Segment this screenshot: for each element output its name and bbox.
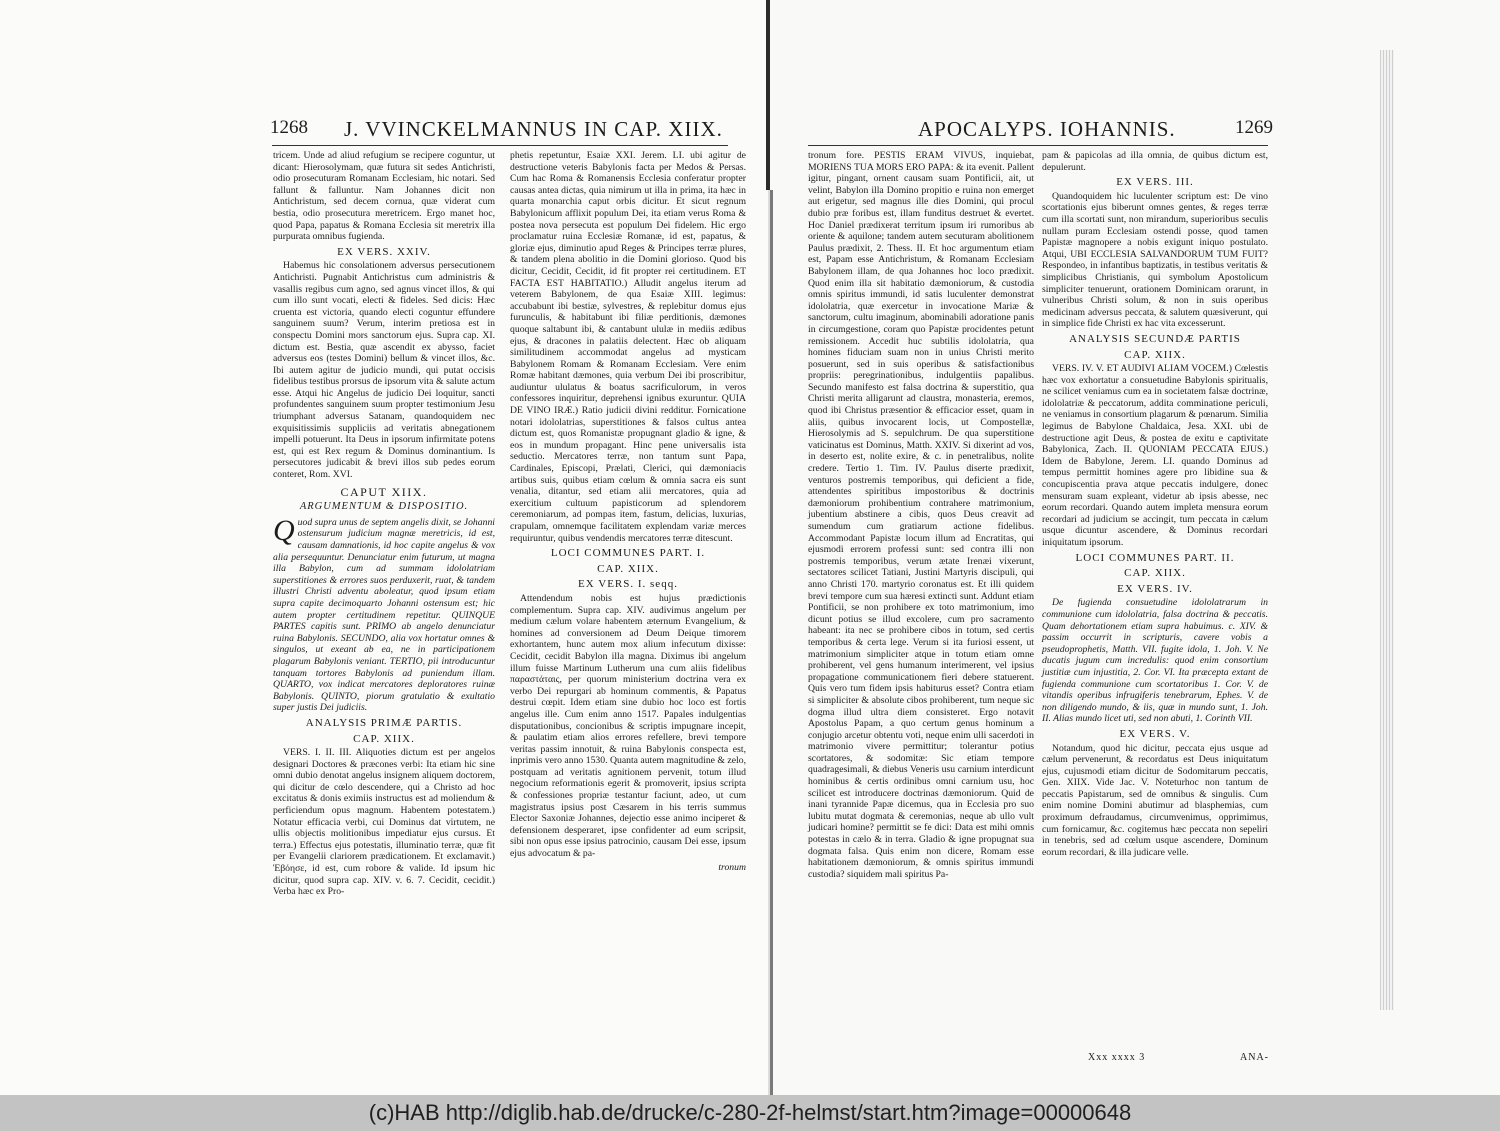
section-heading: CAP. XIIX.	[1124, 567, 1186, 580]
page-edge-texture	[1380, 50, 1394, 1010]
paragraph: Quandoquidem hic luculenter scriptum est: De vino scortationis ejus biberunt omnes gentes, & reges terræ cum illa scortati sunt, non mirandum, superioribus seculis nullam puram Ecclesiam ostendi posse, quod tamen Papistæ magnopere a nobis exigunt iniquo postulato. Atqui, UBI ECCLESIA SALVANDORUM TUM FUIT? Respondeo, in infantibus baptizatis, in testibus veritatis & simplicibus Christianis, qui symbolum Apostolicum simpliciter tenuerunt, orationem Dominicam orarunt, in vulneribus Christi solum, & non in suis operibus medicinam adversus peccata, & salutem quæsiverunt, qui in simplice fide Christi ex hac vita excesserunt.	[1042, 190, 1268, 330]
page-number-right: 1269	[1235, 117, 1273, 138]
section-heading: CAP. XIIX.	[353, 732, 415, 745]
left-page	[0, 0, 768, 1095]
paragraph: VERS. I. II. III. Aliquoties dictum est per angelos designari Doctores & præcones verbi: Ita etiam hic sine omni dubio denotat angelus insignem aliquem doctorem, qui dicitur de cœlo descendere, qui a Christo ad hoc excitatus & donis eximiis instructus est ad moliendum & perficiendum opus magnum. Habentem potestatem.) Notatur efficacia verbi, cui Dominus dat virtutem, ne ullis objectis molitionibus impediatur ejus cursus. Et terra.) Effectus ejus potestatis, illuminatio terræ, quæ fit per Evangelii clariorem prædicationem. Et exclamavit.) Ἐβόησε, id est, cum robore & valide. Id ipsum hic dicitur, quod supra cap. XIV. v. 6. 7. Cecidit, cecidit.) Verba hæc ex Pro-	[273, 747, 495, 898]
paragraph: Notandum, quod hic dicitur, peccata ejus usque ad cælum pervenerunt, & recordatus est Deus iniquitatum ejus, cujusmodi etiam dicitur de Sodomitarum peccatis, Gen. XIIX. Vide Jac. V. Noteturhoc non tantum de peccatis Papistarum, sed de omnibus & singulis. Cum enim nomine Domini abutimur ad blasphemias, cum proximum defraudamus, circumvenimus, opprimimus, cum fornicamur, &c. cogitemus hæc peccata non sepeliri in tenebris, sed ad cœlum usque ascendere, Dominum eorum recordari, & illa judicare velle.	[1042, 742, 1268, 858]
left-column-1	[273, 150, 495, 900]
copyright-footer	[0, 1095, 1500, 1131]
paragraph: Attendendum nobis est hujus prædictionis complementum. Supra cap. XIV. audivimus angelum per medium cælum volare habentem æternum Evangelium, & homines ad conversionem ad Deum Deique timorem exhortantem, hunc autem mox alium infecutum dixisse: Cecidit, cecidit Babylon illa magna. Diximus ibi angelum illum fuisse Martinum Lutherum una cum aliis fidelibus παραστάταις, per quorum ministerium doctrina vera ex verbo Dei repurgari ab hominum commentis, & Papatus destrui cœpit. Idem etiam sine dubio hoc loco est fortis angelus ille. Cum enim anno 1517. Papales indulgentias disputationibus, concionibus & scriptis impugnare incepit, & paulatim etiam alios errores refellere, brevi tempore veritas passim innotuit, & ruina Babylonis conspecta est, inprimis vero anno 1530. Quanta autem magnitudine & zelo, postquam ad veritatis agnitionem pervenit, totum illud negocium reformationis egerit & promoverit, ipsius scripta & confessiones propriæ testantur faciunt, adeo, ut cum magistratus ipsius post Cæsarem in his terris summus Elector Saxoniæ Johannes, dejectio esse animo inciperet & defensionem desperaret, ipse confidenter ad eum scripsit, sibi non opus esse ipsius patrocinio, causam Dei esse, ipsum ejus advocatum & pa-	[510, 592, 746, 860]
running-head-left: J. VVINCKELMANNUS IN CAP. XIIX.	[344, 117, 723, 141]
paragraph: VERS. IV. V. ET AUDIVI ALIAM VOCEM.) Cœlestis hæc vox exhortatur a consuetudine Babylonis spiritualis, ne scilicet veniamus cum ea in societatem falsæ doctrinæ, idololatriæ & peccatorum, addita comminatione periculi, ne veniamus in consortium plagarum & pœnarum. Similia legimus de Babylone Chaldaica, Jesa. XXI. ubi de destructione agit Deus, & postea de exitu e captivitate Babylonica, Zach. II. QUONIAM PECCATA EJUS.) Idem de Babylone, Jerem. LI. quando Dominus ad tempus permittit homines agere pro libidine sua & concupiscentia prava atque peccatis indulgere, donec mensuram suam expleant, videtur ab ipsis abesse, nec eorum recordari. Quando autem impleta mensura eorum recordari ad judicium se accingit, tum peccata in cælum usque dicuntur ascendere, & Dominus recordari iniquitatum ipsorum.	[1042, 363, 1268, 548]
left-column-2	[510, 150, 746, 873]
section-heading: CAP. XIIX.	[597, 562, 659, 575]
paragraph: phetis repetuntur, Esaiæ XXI. Jerem. LI. ubi agitur de destructione veteris Babylonis facta per Medos & Persas. Cum hac Roma & Romanensis Ecclesia conferatur propter causas antea dictas, quia nimirum ut illa in prima, ita hæc in quarta monarchia caput orbis dicitur. Et sicut regnum Babylonicum afflixit populum Dei, ita etiam verus Roma & postea nova persecuta est populum Dei fidelem. Hic ergo proclamatur ruina Ecclesiæ Romanæ, id est, papatus, & gloriæ ejus, diminutio apud Reges & Principes terræ plures, & tandem plena abolitio in die Domini glorioso. Quod bis dicitur, Cecidit, Cecidit, id fit propter rei certitudinem. ET FACTA EST HABITATIO.) Alludit angelus iterum ad veterem Babylonem, de qua Esaiæ XIII. legimus: accubabunt ibi bestiæ, sylvestres, & replebitur domus ejus furunculis, & habitabunt ibi filiæ perditionis, dæmones quoque saltabunt ibi, & cantabunt ululæ in mediis ædibus ejus, & dracones in palatiis delectent. Hæc ob aliquam similitudinem accommodat angelus ad mysticam Babylonem Romam & Romanam Ecclesiam. Vere enim Romæ habitant dæmones, quia verbum Dei ibi proscribitur, audiuntur ululatus & boatus sacrificulorum, in veros confessores inquiritur, deprehensi ignibus exuruntur. QUIA DE VINO IRÆ.) Ratio judicii divini redditur. Fornicatione notari idololatrias, superstitiones & falsos cultus antea dictum est, quos Romanistæ propugnant gladio & igne, & eos in mundum propagant. Hinc pene universalis ista seductio. Mercatores terræ, non tantum sunt Papa, Cardinales, Episcopi, Prælati, Clerici, qui dæmoniacis artibus suis, quibus etiam cœlum & omnia sacra eis sunt venalia, ditantur, sed etiam alii mercatores, quia ad exercitium cultuum papisticorum ad splendorem ceremoniarum, ad pompas item, fastum, delicias, luxurias, crapulam, omnemque facilitatem explendam variæ merces requiruntur, quibus vendendis mercatores terræ ditescunt.	[510, 150, 746, 544]
chapter-heading: CAPUT XIIX.	[340, 484, 428, 499]
paragraph: tricem. Unde ad aliud refugium se recipere coguntur, ut dicant: Hierosolymam, quæ futura sit sedes Antichristi, odio prosecuturam Romanam Ecclesiam, hic notari. Sed fallunt & falluntur. Nam Johannes dicit non Antichristum, sed decem cornua, quæ viderat cum bestia, odio prosecutura meretricem. Ergo manet hoc, quod Papa, papatus & Romana Ecclesia sit meretrix illa purpurata omnibus fugienda.	[273, 150, 495, 243]
head-rule-right	[808, 145, 1268, 146]
catchword-right: ANA-	[1240, 1052, 1269, 1063]
section-heading: EX VERS. V.	[1119, 727, 1191, 740]
right-column-2	[1042, 150, 1268, 860]
gutter-line	[770, 190, 773, 1095]
paragraph: Habemus hic consolationem adversus persecutionem Antichristi. Pugnabit Antichristus cum administris & vasallis regibus cum agno, sed agnus vincet illos, & qui cum illo sunt vocati, electi & fideles. Sed dicis: Hæc cruenta est victoria, quando electi coguntur effundere sanguinem suum? Verum, interim pretiosa est in conspectu Domini mors sanctorum ejus. Supra cap. XI. dictum est. Bestia, quæ ascendit ex abysso, faciet adversus eos (testes Domini) bellum & vincet illos, &c. Ibi autem agitur de judicio mundi, qui putat occisis fidelibus testibus prorsus de ipsorum vita & salute actum esse. Atqui hic Angelus de judicio Dei loquitur, sancti profundentes sanguinem suum propter testimonium Jesu triumphant adversus Satanam, quandoquidem nec exquisitissimis suppliciis ad veritatis abnegationem impelli potuerunt. Ita Deus in ipsorum infirmitate potens est, qui est Rex regum & Dominus dominantium. Is persecutores judicabit & brevi illos sub pedes eorum conteret, Rom. XVI.	[273, 260, 495, 481]
section-heading: CAP. XIIX.	[1124, 348, 1186, 361]
argumentum-heading: ARGUMENTUM & DISPOSITIO.	[299, 501, 469, 513]
drop-cap: Q	[273, 513, 295, 547]
page-number-left: 1268	[270, 117, 308, 138]
paragraph: tronum fore. PESTIS ERAM VIVUS, inquiebat, MORIENS TUA MORS ERO PAPA: & ita evenit. Pallent igitur, pingant, ornent causam suam Pontificii, ait, ut velint, Babylon illa Domino propitio e ruina non emerget aut erigetur, sed magnus ille dies Domini, qui procul dubio præ foribus est, illam funditus destruet & evertet. Hoc Daniel prædixerat territum ipsum iri rumoribus ab oriente & aquilone; tandem autem secuturam abolitionem Paulus prædixit, 2. Thess. II. Et hoc argumentum etiam est, Papam esse Antichristum, & Romanam Ecclesiam Babylonem illam, de qua Johannes hoc loco prædixit. Quod enim illa sit habitatio dæmoniorum, & custodia omnis spiritus immundi, id satis luculenter demonstrat idololatria, quæ exercetur in invocatione Mariæ & sanctorum, cultu imaginum, abominabili adoratione panis in circumgestione, coram quo Papistæ procidentes petunt remissionem. Accedit huc subtilis idololatria, qua homines fiduciam suam non in unius Christi merito posuerunt, sed in suis operibus & satisfactionibus propriis: peregrinationibus, indulgentiis papalibus. Secundo manifesto est falsa doctrina & superstitio, qua Christi merita alligarunt ad claustra, monasteria, eremos, quod ibi Christus præsentior & efficacior esset, quam in aliis, quibus invocarent locis, ut Compostellæ, Hierosolymis ad S. sepulchrum. De qua superstitione vaticinatus est Dominus, Matth. XXIV. Si dixerint ad vos, in deserto est, nolite exire, & c. in penetralibus, nolite credere. Tertio 1. Tim. IV. Paulus diserte prædixit, venturos postremis temporibus, qui deficient a fide, attendentes spiritibus impostoribus & doctrinis dæmoniorum prohibentium contrahere matrimonium, jubentium abstinere a cibis, quos Deus creavit ad sumendum cum gratiarum actione fidelibus. Accommodant Papistæ locum illum ad Encratitas, qui ejusmodi errorem professi sunt: sed contra illi non postremis temporibus, verum ætate Irenæi vixerunt, sectatores scilicet Tatiani, Justini Martyris discipuli, qui anno Christi 170. martyrio coronatus est. Et illi quidem brevi tempore cum sua hæresi extincti sunt. Addunt etiam Pontificii, se non prohibere ex toto matrimonium, imo dicunt potius se illud excolere, cum pro sacramento habeant: ita nec se prohibere cibos in totum, sed certis temporibus & certa lege. Verum si ita furiosi essent, ut matrimonium simpliciter atque in totum etiam omne prohiberent, vel gens humanum interimerent, vel ipsius propagatione communicationem fieri debere statuerent. Quis vero tum fidem ipsis habiturus esset? Contra etiam si simpliciter & absolute cibos prohiberent, tum neque sic dogma illud ultra diem consisteret. Ergo notavit Apostolus Papam, a quo certum genus hominum a conjugio arcetur obtentu voti, neque enim ulli sacerdoti in matrimonio vivere permittitur; tolerantur potius scortatores, & sodomitæ: Sic etiam tempore quadragesimali, & diebus Veneris usu carnium interdicunt hominibus & certis ordinibus omni carnium usu, hoc scilicet est introducere doctrinas dæmoniorum. Quid de inani tyrannide Papæ dicemus, qua in Ecclesia pro suo lubitu mutat dogmata & ceremonias, neque ab ullo vult judicari homine? permittit se fe dici: Data est mihi omnis potestas in cælo & in terra. Gladio & igne propugnat sua dogmata falsa. Quis enim non dicere, Romam esse habitationem dæmoniorum, & omnis spiritus immundi custodia? siquidem mali spiritus Pa-	[808, 150, 1034, 880]
signature-mark: Xxx xxxx 3	[1088, 1052, 1146, 1063]
section-heading: EX VERS. I. seqq.	[578, 578, 678, 591]
catchword-left: tronum	[718, 861, 746, 873]
paragraph: De fugienda consuetudine idololatrarum in communione cum idololatria, falsa doctrina & peccatis. Quam dehortationem etiam supra habuimus. c. XIV. & passim occurrit in scripturis, cavere vobis a pseudoprophetis, Matth. VII. fugite idola, 1. Joh. V. Ne ducatis jugum cum incredulis: quod enim consortium justitiæ cum injustitia, 2. Cor. VI. Ita præcepta extant de fugienda communione cum scortatoribus 1. Cor. V. de vitandis operibus infrugiferis tenebrarum, Ephes. V. de non diligendo mundo, & iis, quæ in mundo sunt, 1. Joh. II. Alias mundo licet uti, sed non abuti, 1. Corinth VII.	[1042, 597, 1268, 725]
right-column-1	[808, 150, 1034, 882]
section-heading: EX VERS. III.	[1116, 176, 1194, 189]
argument-text: uod supra unus de septem angelis dixit, se Johanni ostensurum judicium magnæ meretricis, id est, causam damnationis, id hoc capite angelus & vox alia persequuntur. Denunciatur enim futurum, ut magna illa Babylon, cum ad summam idololatriam superstitiones & errores suos perduxerit, ruat, & tandem illustri Christi adventu aboleatur, quod ipsum etiam supra capite decimoquarto Johanni ostensum est; hic autem propter certitudinem repetitur. QUINQUE PARTES capitis sunt. PRIMO ab angelo denunciatur ruina Babylonis. SECUNDO, alia vox hortatur omnes & singulos, ut exeant ab ea, ne in participationem plagarum Babylonis veniant. TERTIO, pii introducuntur tanquam tortores Babylonis ad puniendum illam. QUARTO, vox indicat mercatores deploratores ruinæ Babylonis. QUINTO, piorum gratulatio & exultatio super justis Dei judiciis.	[273, 516, 495, 714]
running-head-right: APOCALYPS. IOHANNIS.	[918, 117, 1176, 141]
copyright-link-text[interactable]: (c)HAB http://diglib.hab.de/drucke/c-280-2f-helmst/start.htm?image=00000648	[368, 1100, 1132, 1125]
section-heading: EX VERS. IV.	[1117, 582, 1193, 595]
section-heading: ANALYSIS SECUNDÆ PARTIS	[1069, 332, 1241, 345]
argument-paragraph	[273, 513, 495, 714]
section-heading: LOCI COMMUNES PART. II.	[1075, 551, 1235, 564]
head-rule-left	[272, 145, 728, 146]
section-heading: LOCI COMMUNES PART. I.	[550, 547, 706, 560]
paragraph: pam & papicolas ad illa omnia, de quibus dictum est, depulerunt.	[1042, 150, 1268, 173]
section-heading: EX VERS. XXIV.	[337, 245, 431, 258]
section-heading: ANALYSIS PRIMÆ PARTIS.	[305, 716, 463, 729]
